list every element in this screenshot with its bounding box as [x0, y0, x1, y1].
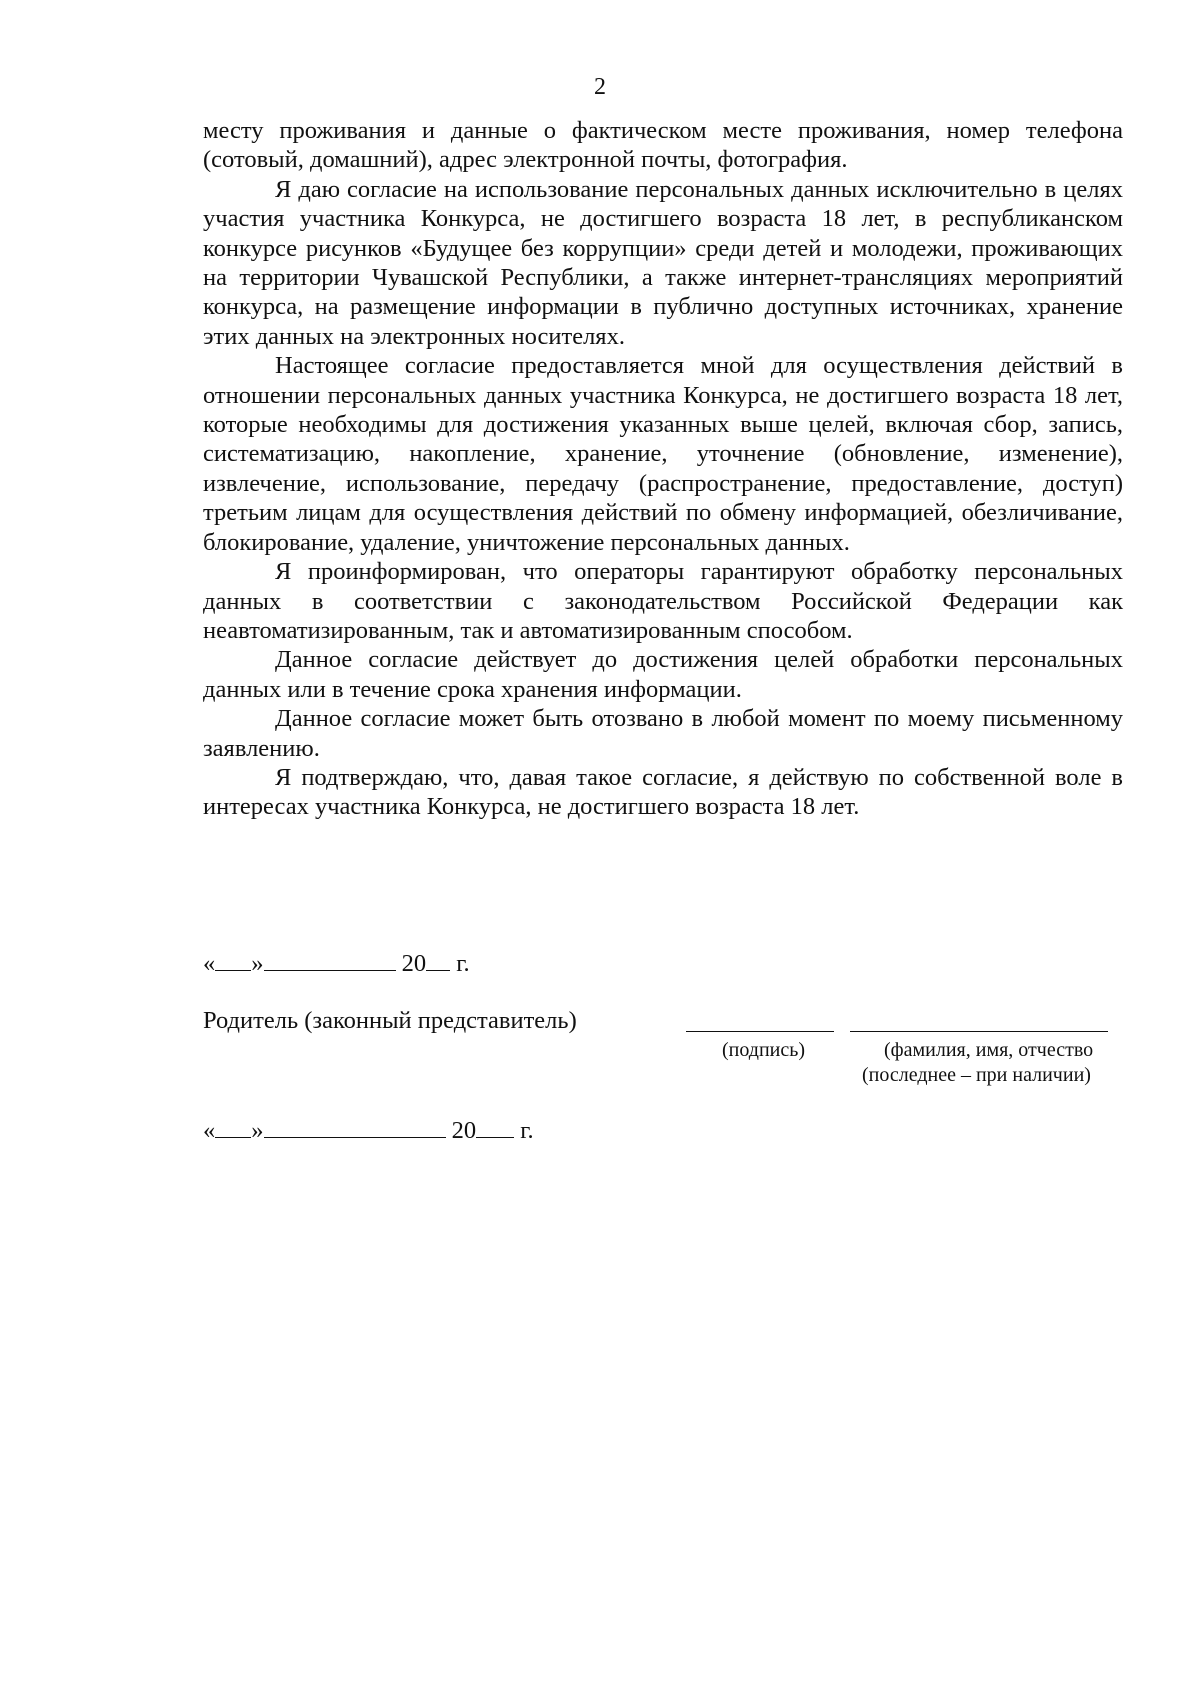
paragraph-processing-actions: Настоящее согласие предоставляется мной для осуществления действий в отношении персональных данных участника Конкурса, не достигшего возраста 18 лет, которые необходимы для достижения указанных выше целей, включая сбор, запись, систематизацию, накопление, хранение, уточнение (обновление, изменение), извлечение, использование, передачу (распространение, предоставление, доступ) третьим лицам для осуществления действий по обмену информацией, обезличивание, блокирование, удаление, уничтожение персональных данных. — [203, 352, 1123, 556]
year-blank[interactable] — [426, 948, 450, 971]
consent-text — [203, 116, 1123, 822]
paragraph-continuation: месту проживания и данные о фактическом месте проживания, номер телефона (сотовый, домашний), адрес электронной почты, фотография. — [203, 117, 1123, 174]
paragraph-confirmation: Я подтверждаю, что, давая такое согласие, я действую по собственной воле в интересах участника Конкурса, не достигшего возраста 18 лет. — [203, 763, 1123, 821]
signature-blank[interactable] — [686, 1031, 834, 1032]
date-close-quote: » — [251, 1117, 264, 1144]
signer-label: Родитель (законный представитель) — [203, 1007, 577, 1034]
year-prefix: 20 — [401, 950, 427, 977]
paragraph-revocation: Данное согласие может быть отозвано в любой момент по моему письменному заявлению. — [203, 705, 1123, 762]
full-name-caption-line-2: (последнее – при наличии) — [862, 1064, 1091, 1086]
year-suffix: г. — [456, 950, 470, 977]
month-blank[interactable] — [264, 1115, 446, 1138]
paragraph-usage-consent: Я даю согласие на использование персональных данных исключительно в целях участия участника Конкурса, не достигшего возраста 18 лет, в республиканском конкурсе рисунков «Будущее без коррупции» среди детей и молодежи, проживающих на территории Чувашской Республики, а также интернет-трансляциях мероприятий конкурса, на размещение информации в публично доступных источниках, хранение этих данных на электронных носителях. — [203, 175, 1123, 350]
month-blank[interactable] — [264, 948, 396, 971]
paragraph-operator-guarantee: Я проинформирован, что операторы гарантируют обработку персональных данных в соответствии с законодательством Российской Федерации как неавтоматизированным, так и автоматизированным способом. — [203, 558, 1123, 644]
date-close-quote: » — [251, 950, 264, 977]
full-name-caption-line-1: (фамилия, имя, отчество — [884, 1039, 1094, 1061]
date-field-second — [203, 1115, 534, 1146]
signature-caption: (подпись) — [722, 1039, 806, 1061]
year-prefix: 20 — [451, 1117, 477, 1144]
date-open-quote: « — [203, 950, 216, 977]
full-name-blank[interactable] — [850, 1031, 1108, 1032]
date-open-quote: « — [203, 1117, 216, 1144]
year-blank[interactable] — [476, 1115, 514, 1138]
paragraph-validity-period: Данное согласие действует до достижения целей обработки персональных данных или в течение срока хранения информации. — [203, 646, 1123, 703]
day-blank[interactable] — [215, 948, 251, 971]
page-number: 2 — [594, 74, 606, 100]
day-blank[interactable] — [215, 1115, 251, 1138]
year-suffix: г. — [520, 1117, 534, 1144]
date-field-first — [203, 948, 470, 979]
